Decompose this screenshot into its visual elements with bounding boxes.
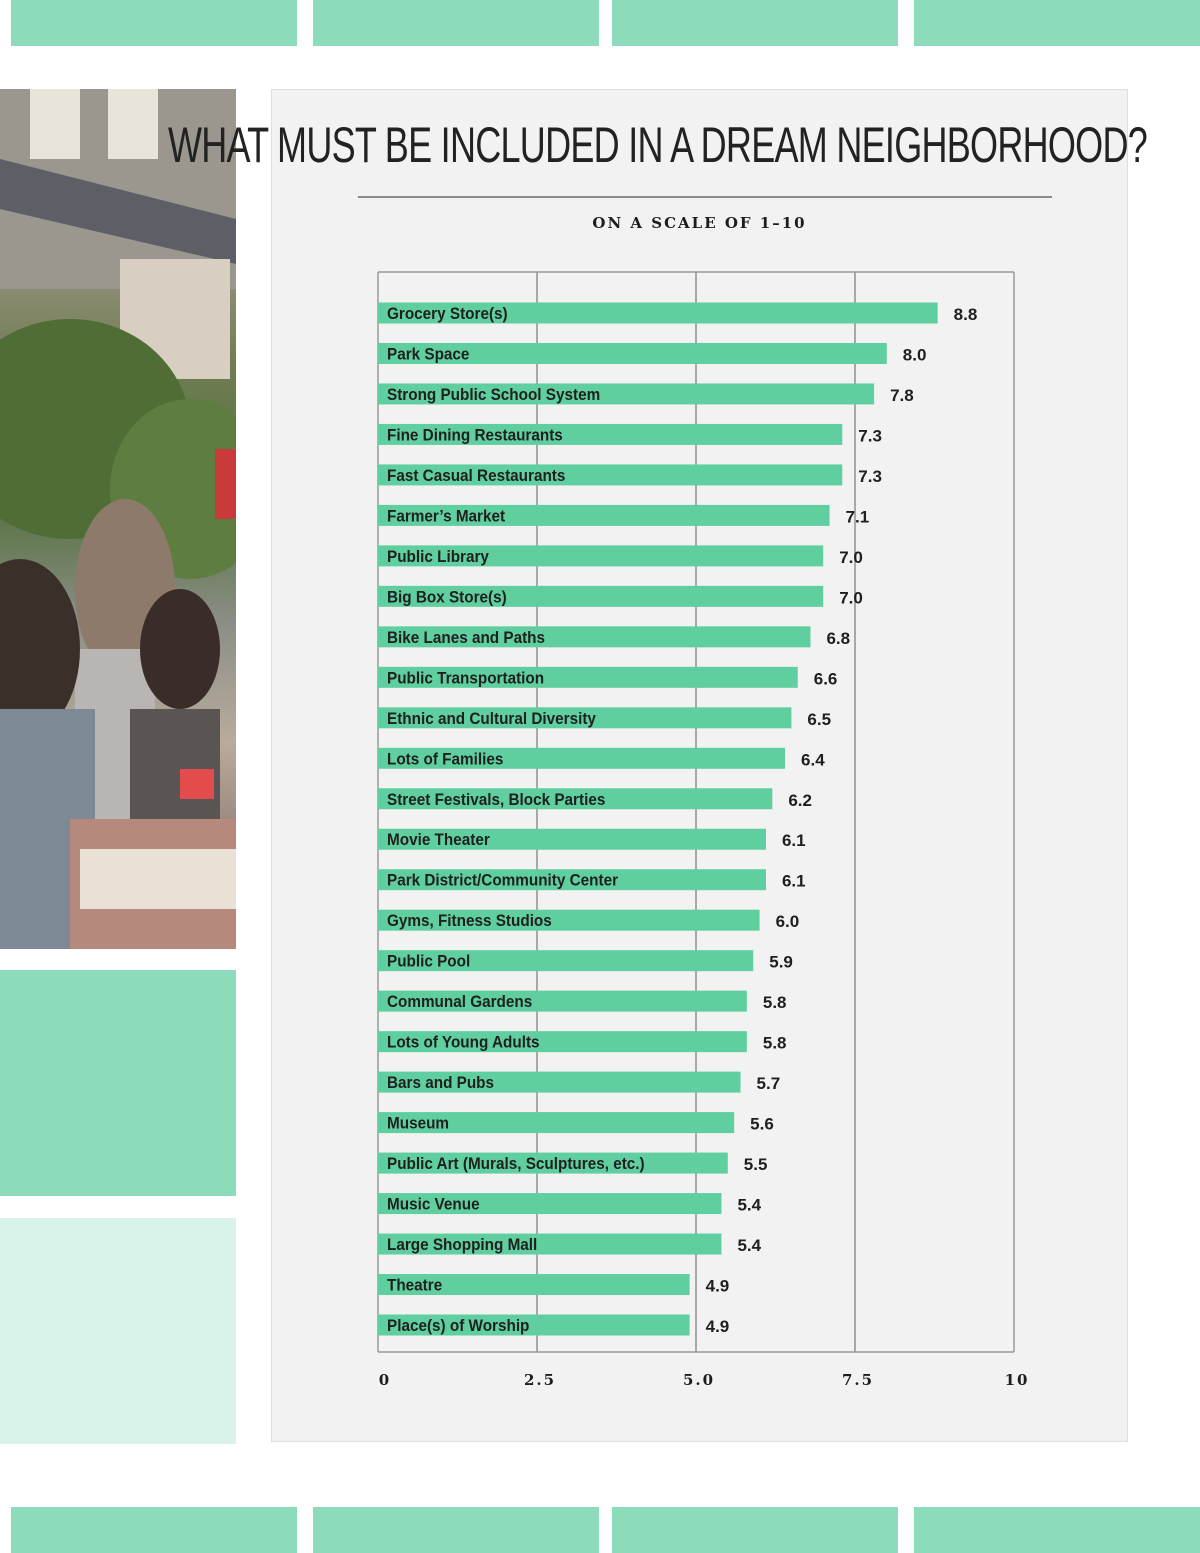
x-tick-label: 2.5 [523, 1371, 557, 1389]
data-label: 7.8 [890, 385, 914, 405]
category-label: Communal Gardens [387, 992, 533, 1012]
x-tick-label: 10 [1004, 1371, 1030, 1389]
data-label: 4.9 [705, 1276, 730, 1296]
data-label: 6.0 [775, 912, 800, 932]
category-label: Public Pool [387, 951, 471, 971]
category-label: Strong Public School System [387, 385, 601, 405]
x-tick-label: 7.5 [841, 1371, 875, 1389]
data-label: 5.8 [762, 1033, 787, 1053]
data-label: 7.3 [858, 426, 882, 446]
data-label: 6.4 [801, 750, 825, 770]
data-label: 6.2 [788, 790, 812, 810]
data-label: 5.7 [756, 1074, 781, 1094]
category-label: Park District/Community Center [387, 871, 619, 890]
category-label: Music Venue [387, 1194, 480, 1214]
data-label: 5.6 [750, 1114, 774, 1134]
data-label: 7.3 [858, 466, 882, 486]
category-label: Movie Theater [387, 830, 490, 850]
data-label: 5.9 [769, 952, 793, 972]
data-label: 5.4 [737, 1236, 762, 1256]
category-label: Theatre [387, 1275, 443, 1295]
data-label: 4.9 [705, 1317, 730, 1336]
data-label: 6.1 [781, 871, 806, 891]
category-label: Lots of Young Adults [387, 1032, 540, 1052]
category-label: Grocery Store(s) [387, 304, 508, 324]
category-label: Large Shopping Mall [387, 1235, 538, 1255]
category-label: Big Box Store(s) [387, 587, 507, 607]
category-label: Fast Casual Restaurants [387, 466, 566, 486]
data-label: 5.5 [743, 1155, 768, 1175]
category-label: Public Library [387, 547, 489, 567]
data-label: 5.8 [762, 993, 787, 1013]
bottom-accent-strip-3 [612, 1507, 898, 1553]
category-label: Bars and Pubs [387, 1073, 495, 1093]
category-label: Street Festivals, Block Parties [387, 790, 606, 809]
data-label: 8.0 [902, 345, 927, 365]
data-label: 6.8 [826, 628, 851, 648]
category-label: Park Space [387, 344, 470, 364]
data-label: 7.0 [839, 547, 863, 567]
category-label: Fine Dining Restaurants [387, 425, 563, 445]
chart-subtitle: ON A SCALE OF 1–10 [592, 214, 807, 232]
x-tick-label: 5.0 [682, 1371, 716, 1389]
data-label: 6.1 [781, 831, 806, 851]
category-label: Museum [387, 1113, 450, 1133]
data-label: 8.8 [953, 305, 978, 324]
data-label: 6.5 [807, 709, 832, 729]
bottom-accent-strip-2 [313, 1507, 599, 1553]
category-label: Farmer’s Market [387, 506, 506, 526]
category-label: Public Transportation [387, 668, 545, 688]
category-label: Public Art (Murals, Sculptures, etc.) [387, 1154, 645, 1174]
category-label: Gyms, Fitness Studios [387, 911, 552, 931]
category-label: Ethnic and Cultural Diversity [387, 709, 596, 729]
data-label: 5.4 [737, 1195, 762, 1215]
data-label: 7.1 [845, 507, 870, 527]
category-label: Place(s) of Worship [387, 1316, 530, 1336]
x-tick-label: 0 [378, 1371, 392, 1389]
data-label: 6.6 [813, 669, 838, 689]
chart-title: WHAT MUST BE INCLUDED IN A DREAM NEIGHBORHOOD? [167, 117, 1148, 173]
category-label: Bike Lanes and Paths [387, 628, 546, 648]
category-label: Lots of Families [387, 749, 504, 769]
data-label: 7.0 [839, 588, 863, 608]
bottom-accent-strip-4 [914, 1507, 1200, 1553]
bottom-accent-strip-1 [11, 1507, 297, 1553]
